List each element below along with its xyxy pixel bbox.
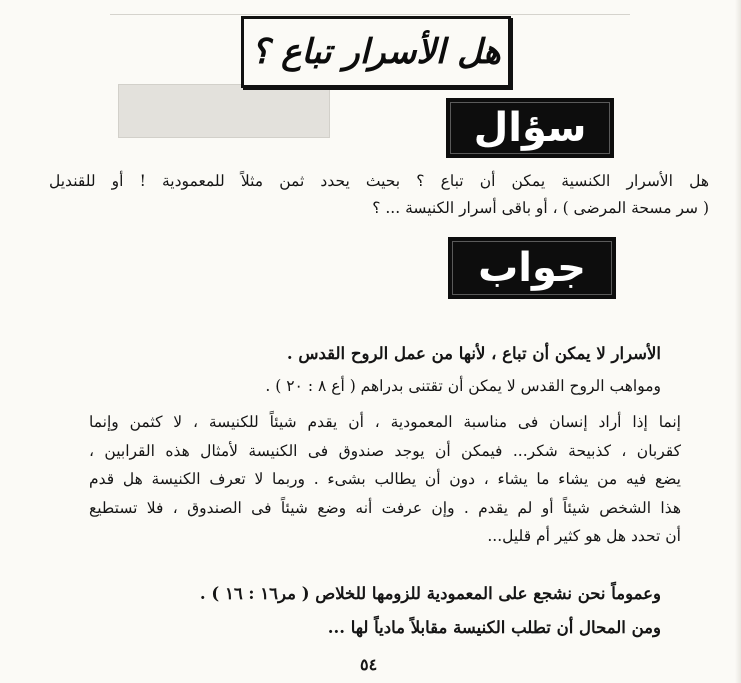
question-label-text: سؤال bbox=[473, 105, 587, 151]
answer-gifts-text: ومواهب الروح القدس لا يمكن أن تقتنى بدراهم ( أع ٨ : ٢٠ ) . bbox=[265, 377, 661, 395]
answer-impossible-text: ومن المحال أن تطلب الكنيسة مقابلاً مادياً لها ... bbox=[327, 618, 661, 637]
answer-body-line: إنما إذا أراد إنسان فى مناسبة المعمودية ، أن يقدم شيئاً للكنيسة ، لا كثمن وإنما bbox=[89, 413, 681, 431]
answer-lead bbox=[101, 340, 661, 367]
answer-generally bbox=[101, 580, 661, 607]
page-title: هل الأسرار تباع ؟ bbox=[251, 32, 501, 72]
question-label bbox=[446, 98, 614, 158]
answer-body-line: هذا الشخص شيئاً أو لم يقدم . وإن عرفت أنه وضع شيئاً فى الصندوق ، فلا تستطيع bbox=[89, 498, 681, 517]
answer-body bbox=[89, 408, 681, 551]
answer-body-line: كقربان ، كذبيحة شكر... فيمكن أن يوجد صندوق فى الكنيسة لأمثال هذه القرابين ، bbox=[89, 441, 681, 460]
answer-impossible bbox=[101, 614, 661, 641]
answer-lead-text: الأسرار لا يمكن أن تباع ، لأنها من عمل الروح القدس . bbox=[286, 344, 661, 363]
scan-edge bbox=[735, 0, 741, 683]
bleed-rule bbox=[110, 14, 630, 15]
title-box bbox=[241, 16, 511, 88]
answer-body-line: أن تحدد هل هو كثير أم قليل... bbox=[487, 527, 681, 545]
page-number: ٥٤ bbox=[360, 655, 378, 674]
answer-body-line: يضع فيه من يشاء ما يشاء ، دون أن يطالب بشىء . وربما لا تعرف الكنيسة هل قدم bbox=[89, 470, 681, 488]
answer-gifts bbox=[101, 373, 661, 400]
bleed-through-box bbox=[118, 84, 330, 138]
answer-label bbox=[448, 237, 616, 299]
question-line: هل الأسرار الكنسية يمكن أن تباع ؟ بحيث يحدد ثمن مثلاً للمعمودية ! أو للقنديل bbox=[49, 172, 709, 190]
question-line: ( سر مسحة المرضى ) ، أو باقى أسرار الكنيسة ... ؟ bbox=[372, 199, 709, 217]
question-text bbox=[49, 168, 709, 222]
answer-label-text: جواب bbox=[478, 245, 586, 291]
answer-generally-text: وعموماً نحن نشجع على المعمودية للزومها للخلاص ( مر١٦ : ١٦ ) . bbox=[199, 584, 661, 603]
